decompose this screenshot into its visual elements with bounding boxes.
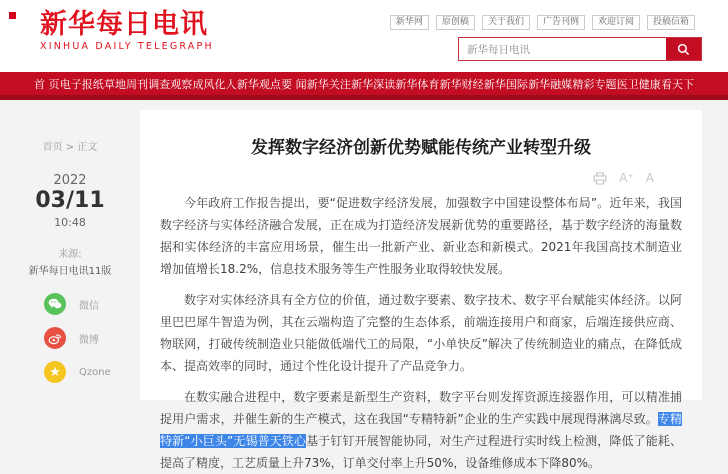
breadcrumb [0,138,140,153]
nav-home[interactable]: 首 页 [34,77,60,91]
nav-special-topics[interactable]: 精彩专题 [572,77,617,91]
article-paragraph-1: 今年政府工作报告提出，要“促进数字经济发展，加强数字中国建设整体布局”。近年来，我国数字经济与实体经济融合发展，正在成为打造经济发展新优势的重要路径，基于数字经济的海量数据和实体经济的丰富应用场景，催生出一批新产业、新业态和新模式。2021年我国高技术制造业增加值增长18.2%，信息技术服务等生产性服务业取得较快发展。 [160,196,682,276]
share-wechat-label: 微信 [79,300,99,312]
search-bar [458,37,702,61]
source-label: 来源: [58,249,82,260]
nav-xinhua-focus[interactable]: 新华关注 [306,77,351,91]
search-input[interactable] [459,38,666,60]
share-weibo[interactable] [44,327,140,349]
breadcrumb-separator: > [65,142,75,153]
article-body [160,192,682,474]
search-button[interactable] [666,38,701,60]
article-card [140,110,702,470]
nav-epaper[interactable]: 电子报纸 [59,77,104,91]
header-top-links [390,15,695,30]
logo-english-title: XINHUA DAILY TELEGRAPH [40,41,214,52]
article-title: 发挥数字经济创新优势赋能传统产业转型升级 [251,138,591,158]
article-tools [160,170,654,186]
nav-caodi-weekly[interactable]: 草地周刊 [104,77,149,91]
left-rail [0,100,140,395]
share-wechat[interactable] [44,293,140,315]
article-year: 2022 [53,173,87,188]
site-header [0,0,728,72]
nav-investigation[interactable]: 调查观察 [148,77,193,91]
wechat-icon [44,293,66,315]
paragraph-3-text-after: 基于钉钉开展智能协同，对生产过程进行实时线上检测，降低了能耗、提高了精度，工艺质量上升73%，订单交付率上升50%，设备维修成本下降80%。 [160,434,682,470]
print-icon[interactable] [593,172,607,185]
nav-world[interactable]: 看天下 [660,77,694,91]
main-nav [0,72,728,95]
site-logo[interactable] [40,10,214,53]
share-panel [0,293,140,383]
font-decrease-button[interactable]: A [645,171,654,185]
source-value: 新华每日电讯11版 [28,266,112,277]
article-paragraph-2: 数字对实体经济具有全方位的价值，通过数字要素、数字技术、数字平台赋能实体经济。以阿里巴巴犀牛智造为例，其在云端构造了完整的生态体系，前端连接用户和商家，后端连接供应商、物联网，打破传统制造业只能做低端代工的局限，“小单快反”解决了传统制造业的痛点，在降低成本、提高效率的同时，通过个性化设计提升了产品竞争力。 [160,293,682,373]
nav-xinhua-media[interactable]: 新华融媒 [528,77,573,91]
breadcrumb-current: 正文 [77,142,98,153]
article-date: 03/11 [35,188,105,213]
top-link-xinhuanet[interactable]: 新华网 [390,15,429,30]
article-time: 10:48 [54,216,86,229]
top-link-about-us[interactable]: 关于我们 [482,15,530,30]
nav-chengfenghuaren[interactable]: 成风化人 [192,77,237,91]
qzone-star-icon: ★ [44,361,66,383]
article-paragraph-3 [160,386,682,474]
nav-xinhua-indepth[interactable]: 新华深读 [351,77,396,91]
nav-xinhua-international[interactable]: 新华国际 [483,77,528,91]
nav-xinhua-views[interactable]: 新华观点 [236,77,281,91]
weibo-icon [44,327,66,349]
top-link-submission[interactable]: 投稿信箱 [647,15,695,30]
nav-headlines[interactable]: 要 闻 [281,77,307,91]
breadcrumb-home[interactable]: 首页 [42,142,63,153]
nav-xinhua-finance[interactable]: 新华财经 [439,77,484,91]
paragraph-3-text: 在数实融合进程中，数字要素是新型生产资料，数字平台则发挥资源连接器作用，可以精准捕捉用户需求，并催生新的生产模式，这在我国“专精特新”企业的生产实践中展现得淋漓尽致。 [160,390,682,426]
top-link-subscribe[interactable]: 欢迎订阅 [592,15,640,30]
corner-red-mark [9,12,16,19]
selected-text-highlight: 专精特新“小巨头”无锡普天铁心 [160,412,682,448]
search-icon [677,43,690,56]
share-qzone[interactable] [44,361,140,383]
top-link-original[interactable]: 原创稿 [436,15,475,30]
top-link-advertising[interactable]: 广告刊例 [537,15,585,30]
nav-health[interactable]: 医卫健康 [616,77,661,91]
share-weibo-label: 微博 [79,334,99,346]
font-increase-button[interactable]: A⁺ [619,171,634,185]
nav-xinhua-sports[interactable]: 新华体育 [395,77,440,91]
share-qzone-label: Qzone [79,366,111,378]
logo-chinese-title: 新华每日电讯 [40,9,208,40]
